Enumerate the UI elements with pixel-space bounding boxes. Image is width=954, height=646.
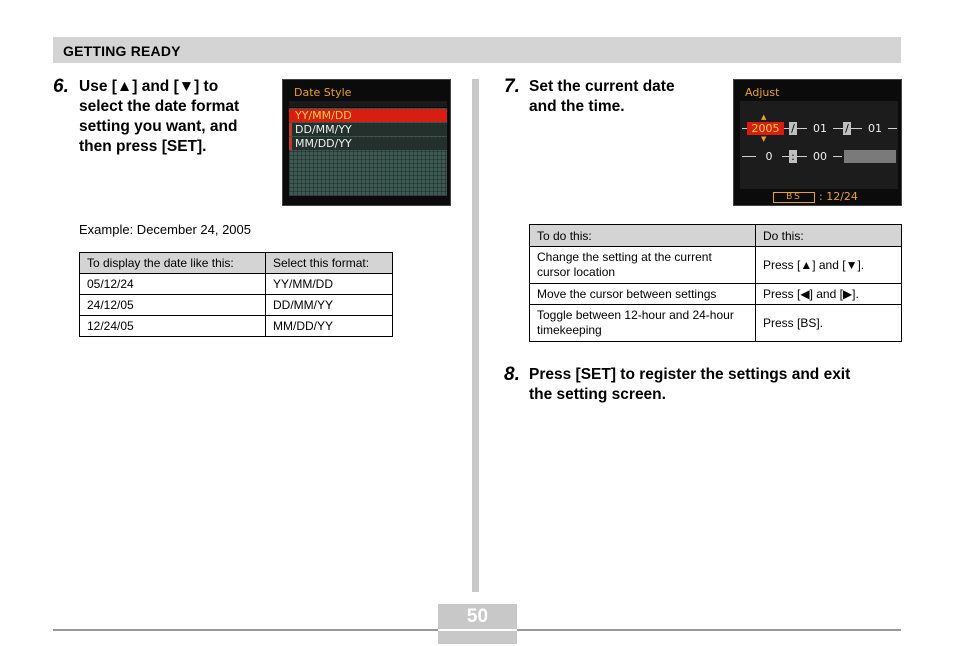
step-6-line: setting you want, and <box>79 118 238 135</box>
option-marker <box>289 123 292 136</box>
date-separator: / <box>789 122 797 135</box>
table-cell: Press [◀] and [▶]. <box>756 284 902 305</box>
ampm-field <box>844 150 896 163</box>
table-cell: DD/MM/YY <box>266 295 393 316</box>
table-cell: MM/DD/YY <box>266 316 393 337</box>
date-style-option[interactable]: DD/MM/YY <box>289 123 447 136</box>
step-6-number: 6. <box>53 76 69 97</box>
bs-button-label: BS <box>773 192 815 203</box>
adjust-screen <box>733 79 902 206</box>
table-header-row <box>80 253 393 274</box>
year-field[interactable]: 2005 <box>747 122 784 135</box>
table-row <box>80 274 393 295</box>
time-separator: : <box>789 150 797 163</box>
step-7-line: and the time. <box>529 98 625 115</box>
step-8-instruction <box>529 365 850 405</box>
up-arrow-icon: ▲ <box>761 113 767 121</box>
step-8-line: the setting screen. <box>529 386 666 403</box>
step-6-instruction <box>79 77 239 157</box>
step-7-instruction <box>529 77 675 117</box>
table-header-cell: Select this format: <box>266 253 393 274</box>
table-cell: YY/MM/DD <box>266 274 393 295</box>
page-number-box <box>438 604 517 644</box>
step-7-number: 7. <box>504 76 520 97</box>
table-cell: 12/24/05 <box>80 316 266 337</box>
adjust-screen-title: Adjust <box>745 86 780 99</box>
table-row <box>530 247 902 284</box>
hour-mode-label: : 12/24 <box>819 190 858 203</box>
date-style-screen <box>282 79 451 206</box>
step-8-number: 8. <box>504 364 520 385</box>
month-field[interactable]: 01 <box>807 122 833 135</box>
step-6-line: then press [SET]. <box>79 138 207 155</box>
date-style-option[interactable]: MM/DD/YY <box>289 137 447 150</box>
table-cell: Press [BS]. <box>756 305 902 342</box>
date-separator: / <box>843 122 851 135</box>
table-cell: 24/12/05 <box>80 295 266 316</box>
table-header-cell: Do this: <box>756 225 902 247</box>
table-row <box>80 316 393 337</box>
date-style-screen-title: Date Style <box>294 86 352 99</box>
hour-field[interactable]: 0 <box>756 150 782 163</box>
table-header-row <box>530 225 902 247</box>
table-cell: Change the setting at the current cursor location <box>530 247 756 284</box>
table-header-cell: To do this: <box>530 225 756 247</box>
minute-field[interactable]: 00 <box>807 150 833 163</box>
page-number-gap <box>438 629 517 631</box>
section-title: GETTING READY <box>63 43 181 59</box>
step-8-line: Press [SET] to register the settings and exit <box>529 366 851 383</box>
page-number: 50 <box>466 606 489 627</box>
adjust-actions-table <box>529 224 902 342</box>
table-row <box>80 295 393 316</box>
table-row <box>530 284 902 305</box>
date-format-table <box>79 252 393 337</box>
adjust-footer <box>734 189 902 206</box>
table-row <box>530 305 902 342</box>
table-cell: Press [▲] and [▼]. <box>756 247 902 284</box>
example-text: Example: December 24, 2005 <box>79 222 251 237</box>
column-divider <box>472 79 479 592</box>
step-6-line: Use [▲] and [▼] to <box>79 78 219 95</box>
day-field[interactable]: 01 <box>862 122 888 135</box>
date-style-option[interactable]: YY/MM/DD <box>289 109 447 122</box>
section-header <box>53 37 901 63</box>
title-underline <box>289 101 447 107</box>
option-marker <box>289 137 292 150</box>
step-6-line: select the date format <box>79 98 240 115</box>
down-arrow-icon: ▼ <box>761 135 767 143</box>
table-cell: Move the cursor between settings <box>530 284 756 305</box>
table-cell: 05/12/24 <box>80 274 266 295</box>
table-cell: Toggle between 12-hour and 24-hour timekeeping <box>530 305 756 342</box>
table-header-cell: To display the date like this: <box>80 253 266 274</box>
step-7-line: Set the current date <box>529 78 675 95</box>
